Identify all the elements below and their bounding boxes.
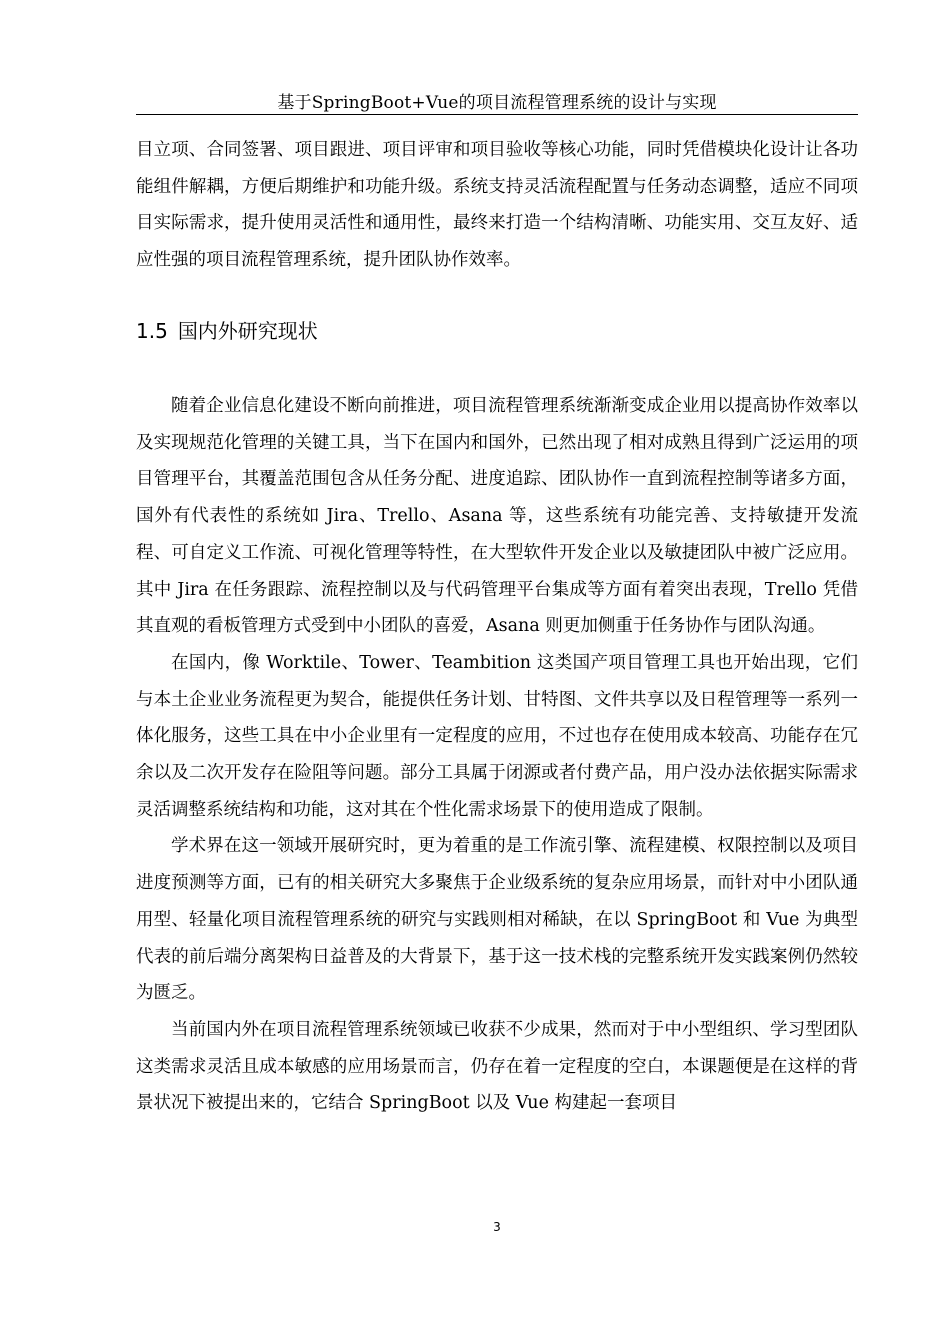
section-heading: [136, 315, 858, 347]
paragraph-foreign-systems: 随着企业信息化建设不断向前推进，项目流程管理系统渐渐变成企业用以提高协作效率以及实现规范化管理的关键工具，当下在国内和国外，已然出现了相对成熟且得到广泛运用的项目管理平台，其覆盖范围包含从任务分配、进度追踪、团队协作一直到流程控制等诸多方面，国外有代表性的系统如 Jira、Trello、Asana 等，这些系统有功能完善、支持敏捷开发流程、可自定义工作流、可视化管理等特性，在大型软件开发企业以及敏捷团队中被广泛应用。其中 Jira 在任务跟踪、流程控制以及与代码管理平台集成等方面有着突出表现，Trello 凭借其直观的看板管理方式受到中小团队的喜爱，Asana 则更加侧重于任务协作与团队沟通。: [136, 396, 858, 637]
section-number: 1.5: [136, 319, 168, 343]
header-rule: [136, 114, 858, 115]
section-body: [136, 388, 858, 1122]
section-title: 国内外研究现状: [177, 319, 318, 343]
paragraph-research-gap: 当前国内外在项目流程管理系统领域已收获不少成果，然而对于中小型组织、学习型团队这类需求灵活且成本敏感的应用场景而言，仍存在着一定程度的空白，本课题便是在这样的背景状况下被提出来的，它结合 SpringBoot 以及 Vue 构建起一套项目: [136, 1019, 858, 1114]
intro-block: [136, 132, 858, 279]
paragraph-domestic-tools: 在国内，像 Worktile、Tower、Teambition 这类国产项目管理工具也开始出现，它们与本土企业业务流程更为契合，能提供任务计划、甘特图、文件共享以及日程管理等一系列一体化服务，这些工具在中小企业里有一定程度的应用，不过也存在使用成本较高、功能存在冗余以及二次开发存在险阻等问题。部分工具属于闭源或者付费产品，用户没办法依据实际需求灵活调整系统结构和功能，这对其在个性化需求场景下的使用造成了限制。: [136, 652, 858, 820]
paragraph-academic-research: 学术界在这一领域开展研究时，更为着重的是工作流引擎、流程建模、权限控制以及项目进度预测等方面，已有的相关研究大多聚焦于企业级系统的复杂应用场景，而针对中小团队通用型、轻量化项目流程管理系统的研究与实践则相对稀缺，在以 SpringBoot 和 Vue 为典型代表的前后端分离架构日益普及的大背景下，基于这一技术栈的完整系统开发实践案例仍然较为匮乏。: [136, 836, 858, 1004]
page-number: 3: [493, 1220, 501, 1234]
intro-continuation-paragraph: 目立项、合同签署、项目跟进、项目评审和项目验收等核心功能，同时凭借模块化设计让各功能组件解耦，方便后期维护和功能升级。系统支持灵活流程配置与任务动态调整，适应不同项目实际需求，提升使用灵活性和通用性，最终来打造一个结构清晰、功能实用、交互友好、适应性强的项目流程管理系统，提升团队协作效率。: [136, 140, 858, 271]
running-header: 基于SpringBoot+Vue的项目流程管理系统的设计与实现: [277, 93, 717, 113]
